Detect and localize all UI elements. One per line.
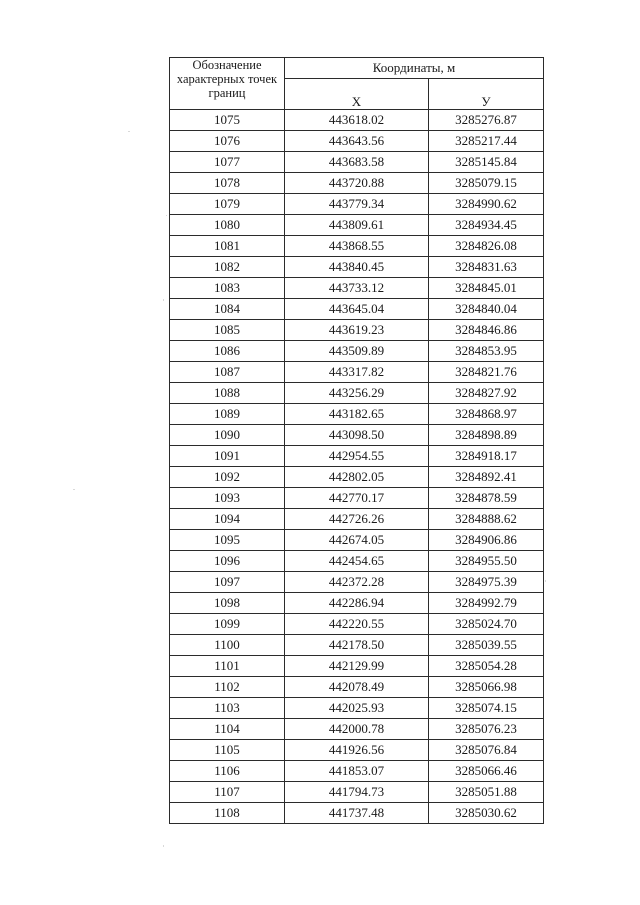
y-coordinate-cell: 3285051.88 bbox=[429, 782, 544, 803]
y-coordinate-cell: 3284975.39 bbox=[429, 572, 544, 593]
point-id-cell: 1089 bbox=[170, 404, 285, 425]
x-coordinate-cell: 443098.50 bbox=[285, 425, 429, 446]
x-coordinate-cell: 442726.26 bbox=[285, 509, 429, 530]
point-id-cell: 1102 bbox=[170, 677, 285, 698]
x-coordinate-cell: 442372.28 bbox=[285, 572, 429, 593]
x-coordinate-cell: 443779.34 bbox=[285, 194, 429, 215]
table-row bbox=[170, 803, 544, 824]
point-id-cell: 1083 bbox=[170, 278, 285, 299]
table-row bbox=[170, 635, 544, 656]
point-id-cell: 1088 bbox=[170, 383, 285, 404]
x-coordinate-cell: 441926.56 bbox=[285, 740, 429, 761]
x-coordinate-cell: 443256.29 bbox=[285, 383, 429, 404]
table-row bbox=[170, 656, 544, 677]
point-id-cell: 1087 bbox=[170, 362, 285, 383]
point-id-cell: 1081 bbox=[170, 236, 285, 257]
x-coordinate-cell: 443720.88 bbox=[285, 173, 429, 194]
table-row bbox=[170, 215, 544, 236]
table-row bbox=[170, 446, 544, 467]
table-row bbox=[170, 761, 544, 782]
scan-dot bbox=[163, 299, 164, 301]
table-row bbox=[170, 341, 544, 362]
x-coordinate-cell: 443733.12 bbox=[285, 278, 429, 299]
y-coordinate-cell: 3284831.63 bbox=[429, 257, 544, 278]
x-coordinate-cell: 443619.23 bbox=[285, 320, 429, 341]
y-coordinate-cell: 3285066.98 bbox=[429, 677, 544, 698]
table-row bbox=[170, 425, 544, 446]
x-coordinate-cell: 443809.61 bbox=[285, 215, 429, 236]
table-row bbox=[170, 110, 544, 131]
table-row bbox=[170, 677, 544, 698]
header-designation: Обозначение характерных точек границ bbox=[170, 58, 285, 110]
point-id-cell: 1077 bbox=[170, 152, 285, 173]
x-coordinate-cell: 442078.49 bbox=[285, 677, 429, 698]
x-coordinate-cell: 441794.73 bbox=[285, 782, 429, 803]
y-coordinate-cell: 3284846.86 bbox=[429, 320, 544, 341]
scan-dot bbox=[166, 215, 167, 216]
table-row bbox=[170, 194, 544, 215]
y-coordinate-cell: 3284853.95 bbox=[429, 341, 544, 362]
y-coordinate-cell: 3284821.76 bbox=[429, 362, 544, 383]
x-coordinate-cell: 441737.48 bbox=[285, 803, 429, 824]
scan-dot bbox=[545, 580, 546, 582]
x-coordinate-cell: 442178.50 bbox=[285, 635, 429, 656]
x-coordinate-cell: 442220.55 bbox=[285, 614, 429, 635]
x-coordinate-cell: 442286.94 bbox=[285, 593, 429, 614]
y-coordinate-cell: 3284826.08 bbox=[429, 236, 544, 257]
table-row bbox=[170, 572, 544, 593]
table-body bbox=[170, 110, 544, 824]
table-row bbox=[170, 362, 544, 383]
y-coordinate-cell: 3284878.59 bbox=[429, 488, 544, 509]
x-coordinate-cell: 442674.05 bbox=[285, 530, 429, 551]
table-row bbox=[170, 236, 544, 257]
table-row bbox=[170, 383, 544, 404]
point-id-cell: 1100 bbox=[170, 635, 285, 656]
y-coordinate-cell: 3284918.17 bbox=[429, 446, 544, 467]
table-row bbox=[170, 131, 544, 152]
point-id-cell: 1076 bbox=[170, 131, 285, 152]
y-coordinate-cell: 3284955.50 bbox=[429, 551, 544, 572]
table-row bbox=[170, 782, 544, 803]
point-id-cell: 1075 bbox=[170, 110, 285, 131]
point-id-cell: 1106 bbox=[170, 761, 285, 782]
y-coordinate-cell: 3284898.89 bbox=[429, 425, 544, 446]
y-coordinate-cell: 3285145.84 bbox=[429, 152, 544, 173]
y-coordinate-cell: 3285076.23 bbox=[429, 719, 544, 740]
scan-dot bbox=[163, 845, 164, 847]
scan-dot bbox=[73, 489, 75, 490]
header-x: X bbox=[285, 79, 429, 110]
point-id-cell: 1096 bbox=[170, 551, 285, 572]
point-id-cell: 1092 bbox=[170, 467, 285, 488]
table-row bbox=[170, 173, 544, 194]
scan-dot bbox=[128, 131, 130, 132]
y-coordinate-cell: 3285054.28 bbox=[429, 656, 544, 677]
x-coordinate-cell: 442802.05 bbox=[285, 467, 429, 488]
point-id-cell: 1095 bbox=[170, 530, 285, 551]
table-row bbox=[170, 404, 544, 425]
y-coordinate-cell: 3284845.01 bbox=[429, 278, 544, 299]
table-row bbox=[170, 278, 544, 299]
table-row bbox=[170, 467, 544, 488]
point-id-cell: 1086 bbox=[170, 341, 285, 362]
y-coordinate-cell: 3284992.79 bbox=[429, 593, 544, 614]
table-row bbox=[170, 719, 544, 740]
x-coordinate-cell: 443643.56 bbox=[285, 131, 429, 152]
point-id-cell: 1079 bbox=[170, 194, 285, 215]
y-coordinate-cell: 3284888.62 bbox=[429, 509, 544, 530]
header-coordinates: Координаты, м bbox=[285, 58, 544, 79]
table-row bbox=[170, 593, 544, 614]
table-row bbox=[170, 614, 544, 635]
table-row bbox=[170, 551, 544, 572]
x-coordinate-cell: 443618.02 bbox=[285, 110, 429, 131]
table-row bbox=[170, 740, 544, 761]
x-coordinate-cell: 443840.45 bbox=[285, 257, 429, 278]
point-id-cell: 1105 bbox=[170, 740, 285, 761]
x-coordinate-cell: 441853.07 bbox=[285, 761, 429, 782]
point-id-cell: 1082 bbox=[170, 257, 285, 278]
point-id-cell: 1103 bbox=[170, 698, 285, 719]
table-row bbox=[170, 509, 544, 530]
point-id-cell: 1078 bbox=[170, 173, 285, 194]
table-row bbox=[170, 530, 544, 551]
point-id-cell: 1080 bbox=[170, 215, 285, 236]
x-coordinate-cell: 443683.58 bbox=[285, 152, 429, 173]
x-coordinate-cell: 443317.82 bbox=[285, 362, 429, 383]
point-id-cell: 1093 bbox=[170, 488, 285, 509]
point-id-cell: 1090 bbox=[170, 425, 285, 446]
y-coordinate-cell: 3285066.46 bbox=[429, 761, 544, 782]
y-coordinate-cell: 3285074.15 bbox=[429, 698, 544, 719]
y-coordinate-cell: 3284906.86 bbox=[429, 530, 544, 551]
x-coordinate-cell: 442129.99 bbox=[285, 656, 429, 677]
y-coordinate-cell: 3285039.55 bbox=[429, 635, 544, 656]
x-coordinate-cell: 443868.55 bbox=[285, 236, 429, 257]
y-coordinate-cell: 3284934.45 bbox=[429, 215, 544, 236]
point-id-cell: 1084 bbox=[170, 299, 285, 320]
table-row bbox=[170, 698, 544, 719]
point-id-cell: 1097 bbox=[170, 572, 285, 593]
y-coordinate-cell: 3285276.87 bbox=[429, 110, 544, 131]
x-coordinate-cell: 442025.93 bbox=[285, 698, 429, 719]
point-id-cell: 1085 bbox=[170, 320, 285, 341]
point-id-cell: 1091 bbox=[170, 446, 285, 467]
table-row bbox=[170, 257, 544, 278]
point-id-cell: 1108 bbox=[170, 803, 285, 824]
table-row bbox=[170, 299, 544, 320]
point-id-cell: 1107 bbox=[170, 782, 285, 803]
x-coordinate-cell: 443645.04 bbox=[285, 299, 429, 320]
coordinates-table bbox=[169, 57, 544, 824]
y-coordinate-cell: 3284892.41 bbox=[429, 467, 544, 488]
table-row bbox=[170, 488, 544, 509]
header-y: У bbox=[429, 79, 544, 110]
x-coordinate-cell: 443182.65 bbox=[285, 404, 429, 425]
point-id-cell: 1098 bbox=[170, 593, 285, 614]
x-coordinate-cell: 442000.78 bbox=[285, 719, 429, 740]
y-coordinate-cell: 3284868.97 bbox=[429, 404, 544, 425]
y-coordinate-cell: 3285030.62 bbox=[429, 803, 544, 824]
point-id-cell: 1094 bbox=[170, 509, 285, 530]
point-id-cell: 1099 bbox=[170, 614, 285, 635]
point-id-cell: 1101 bbox=[170, 656, 285, 677]
y-coordinate-cell: 3284827.92 bbox=[429, 383, 544, 404]
table-row bbox=[170, 152, 544, 173]
y-coordinate-cell: 3285217.44 bbox=[429, 131, 544, 152]
point-id-cell: 1104 bbox=[170, 719, 285, 740]
table-row bbox=[170, 320, 544, 341]
x-coordinate-cell: 442770.17 bbox=[285, 488, 429, 509]
y-coordinate-cell: 3285076.84 bbox=[429, 740, 544, 761]
x-coordinate-cell: 443509.89 bbox=[285, 341, 429, 362]
y-coordinate-cell: 3285079.15 bbox=[429, 173, 544, 194]
y-coordinate-cell: 3284840.04 bbox=[429, 299, 544, 320]
y-coordinate-cell: 3284990.62 bbox=[429, 194, 544, 215]
x-coordinate-cell: 442454.65 bbox=[285, 551, 429, 572]
y-coordinate-cell: 3285024.70 bbox=[429, 614, 544, 635]
table-header bbox=[170, 58, 544, 110]
x-coordinate-cell: 442954.55 bbox=[285, 446, 429, 467]
